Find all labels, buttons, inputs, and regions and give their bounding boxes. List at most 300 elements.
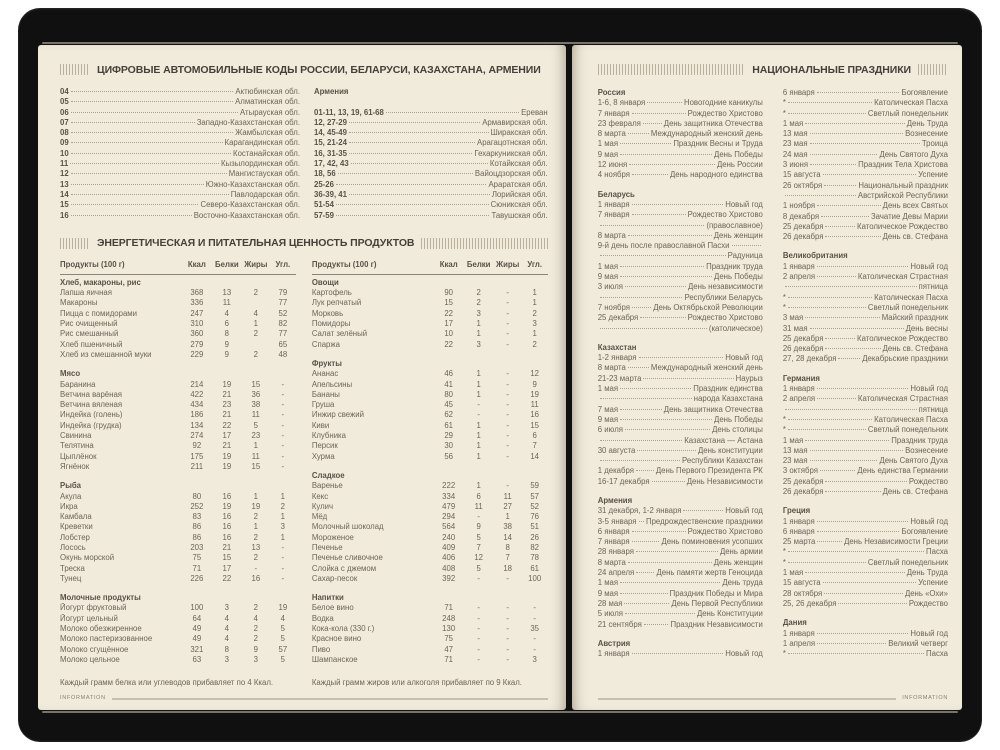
- row-date: 05: [60, 97, 69, 107]
- row-value: День защитника Отечества: [663, 118, 763, 128]
- dot-leader: [788, 653, 924, 654]
- row-value: Новый год: [725, 649, 763, 659]
- dot-leader: [636, 551, 718, 552]
- row-date: 6 июля: [597, 425, 623, 435]
- dot-leader: [349, 122, 480, 123]
- product-value: -: [533, 603, 536, 613]
- leader-row: [783, 334, 948, 344]
- row-value: Католическое Рождество: [857, 221, 948, 231]
- product-value: 3: [532, 654, 537, 664]
- leader-row: [598, 272, 763, 282]
- dot-leader: [600, 328, 707, 329]
- dot-leader: [817, 633, 909, 634]
- row-date: *: [782, 108, 786, 118]
- product-value: 211: [190, 461, 204, 471]
- product-value: 19: [222, 461, 232, 471]
- dot-leader: [788, 102, 872, 103]
- product-name: Спаржа: [311, 339, 340, 349]
- leader-row: [598, 446, 763, 456]
- row-date: 3-5 января: [597, 516, 637, 526]
- product-value: 75: [444, 634, 454, 644]
- leader-row: [60, 128, 300, 138]
- product-name: Молоко пастеризованное: [60, 634, 153, 644]
- dot-leader: [805, 123, 904, 124]
- row-value: День св. Стефана: [882, 344, 948, 354]
- row-date: 26 декабря: [782, 232, 824, 242]
- row-date: 4 ноября: [597, 170, 630, 180]
- product-name: Мёд: [311, 512, 328, 522]
- leader-row: [598, 436, 763, 446]
- leader-row: [598, 353, 763, 363]
- nutrition-row: [60, 574, 296, 584]
- nutrition-row: [312, 298, 548, 308]
- dot-leader: [632, 307, 651, 308]
- dot-leader: [620, 593, 668, 594]
- nutrition-row: [60, 512, 296, 522]
- row-date: 1 апреля: [782, 638, 816, 648]
- nutrition-row: [312, 452, 548, 462]
- product-value: 19: [530, 389, 540, 399]
- product-value: 100: [528, 573, 542, 583]
- row-value: пятница: [918, 282, 948, 292]
- dot-leader: [637, 450, 696, 451]
- leader-row: [783, 191, 948, 201]
- nutrition-row: [312, 400, 548, 410]
- product-value: 274: [190, 431, 204, 441]
- product-value: 3: [224, 603, 230, 613]
- codes-grid: [60, 87, 548, 221]
- row-value: Павлодарская обл.: [230, 189, 300, 199]
- product-value: 5: [476, 563, 481, 573]
- product-name: Помидоры: [311, 319, 351, 329]
- leader-row: [598, 384, 763, 394]
- row-value: День Первого Президента РК: [655, 466, 763, 476]
- product-value: 1: [253, 319, 259, 329]
- product-value: 77: [278, 329, 288, 339]
- product-name: Салат зелёный: [311, 329, 368, 339]
- row-value: Международный женский день: [650, 129, 763, 139]
- leader-row: [60, 87, 300, 97]
- product-value: 422: [190, 389, 204, 399]
- row-value: День Победы: [714, 149, 763, 159]
- row-date: 27, 28 декабря: [782, 354, 837, 364]
- dot-leader: [620, 582, 720, 583]
- product-value: 1: [476, 481, 481, 491]
- row-date: 21-23 марта: [597, 373, 642, 383]
- product-value: 5: [280, 634, 286, 644]
- product-value: 9: [224, 349, 230, 359]
- product-value: -: [533, 634, 536, 644]
- product-name: Лук репчатый: [311, 298, 362, 308]
- product-value: 16: [222, 512, 232, 522]
- leader-row: [598, 477, 763, 487]
- nutrition-row: [60, 329, 296, 339]
- product-value: 56: [444, 451, 454, 461]
- dot-leader: [643, 123, 662, 124]
- row-date: 13: [60, 179, 69, 189]
- row-date: 17, 42, 43: [314, 159, 349, 169]
- nutrition-row: [312, 319, 548, 329]
- leader-row: [60, 159, 300, 169]
- product-value: 7: [532, 441, 537, 451]
- product-value: -: [477, 634, 480, 644]
- product-value: 83: [192, 512, 202, 522]
- product-value: -: [281, 389, 285, 399]
- row-date: 09: [60, 138, 69, 148]
- row-date: 25 декабря: [782, 221, 824, 231]
- nutrition-row: [312, 369, 548, 379]
- leader-row: [598, 262, 763, 272]
- holidays-grid: [598, 88, 948, 659]
- product-value: 11: [530, 400, 539, 410]
- product-value: 8: [505, 542, 510, 552]
- product-value: 52: [530, 501, 540, 511]
- nutrition-row: [312, 492, 548, 502]
- row-date: *: [782, 425, 786, 435]
- dot-leader: [625, 286, 686, 287]
- product-value: -: [477, 573, 480, 583]
- dot-leader: [625, 613, 695, 614]
- product-value: 409: [442, 542, 456, 552]
- product-value: 334: [442, 491, 456, 501]
- dot-leader: [628, 367, 649, 368]
- product-value: 4: [280, 613, 286, 623]
- leader-row: [783, 405, 948, 415]
- product-value: 8: [224, 644, 230, 654]
- row-date: 3 июня: [782, 160, 809, 170]
- product-value: 6: [224, 319, 230, 329]
- dot-leader: [639, 521, 644, 522]
- nutrition-group-title: Фрукты: [311, 358, 342, 368]
- product-value: 310: [190, 319, 204, 329]
- product-name: Индейка (голень): [60, 410, 123, 420]
- row-date: 13 мая: [782, 129, 808, 139]
- leader-row: [783, 139, 948, 149]
- product-value: 17: [222, 563, 232, 573]
- product-value: 19: [222, 501, 232, 511]
- leader-row: [783, 344, 948, 354]
- row-value: День женщин: [713, 230, 763, 240]
- leader-row: [314, 169, 548, 179]
- row-date: 25 декабря: [597, 313, 639, 323]
- product-value: 1: [532, 288, 537, 298]
- leader-row: [783, 282, 948, 292]
- product-value: 9: [253, 644, 259, 654]
- codes-column-armenia: [314, 87, 548, 221]
- row-date: 9 мая: [597, 588, 619, 598]
- leader-row: [783, 568, 948, 578]
- product-name: Сахар-песок: [311, 573, 358, 583]
- leader-row: [783, 201, 948, 211]
- row-date: 06: [60, 107, 69, 117]
- product-value: 16: [222, 532, 232, 542]
- column-header: Белки: [466, 259, 491, 269]
- dot-leader: [810, 328, 904, 329]
- row-value: Костанайская обл.: [233, 148, 300, 158]
- product-value: 294: [442, 512, 456, 522]
- leader-row: [598, 221, 763, 231]
- holidays-column-left: [598, 88, 763, 659]
- holiday-country-header: Беларусь: [597, 189, 635, 199]
- leader-row: [598, 109, 763, 119]
- dot-leader: [788, 419, 872, 420]
- product-value: 434: [190, 400, 204, 410]
- product-value: 27: [503, 501, 513, 511]
- product-value: 14: [530, 451, 540, 461]
- product-name: Лобстер: [60, 532, 90, 542]
- product-value: -: [506, 298, 509, 308]
- product-name: Ветчина вяленая: [60, 400, 123, 410]
- row-value: Католическая Пасха: [874, 98, 948, 108]
- leader-row: [314, 190, 548, 200]
- row-value: Богоявление: [901, 88, 948, 97]
- row-date: 5 июля: [597, 609, 623, 619]
- product-value: 17: [222, 431, 232, 441]
- dot-leader: [71, 215, 192, 216]
- row-date: 21 сентября: [597, 619, 642, 629]
- row-date: 6 января: [782, 88, 815, 97]
- product-value: 1: [476, 451, 481, 461]
- nutrition-note-right: Каждый грамм жиров или алкоголя прибавляет по 9 Ккал.: [311, 678, 522, 688]
- product-value: -: [281, 420, 285, 430]
- dot-leader: [628, 562, 712, 563]
- dot-leader: [351, 163, 488, 164]
- leader-row: [598, 558, 763, 568]
- nutrition-row: [312, 340, 548, 350]
- row-date: 14: [60, 189, 69, 199]
- row-date: 1 января: [782, 516, 815, 526]
- product-value: 6: [532, 431, 537, 441]
- dot-leader: [810, 154, 878, 155]
- product-value: 11: [251, 451, 260, 461]
- product-value: 2: [476, 298, 481, 308]
- row-date: 1 мая: [597, 139, 619, 149]
- leader-row: [598, 425, 763, 435]
- nutrition-row: [60, 553, 296, 563]
- leader-row: [598, 231, 763, 241]
- product-value: -: [506, 451, 509, 461]
- dot-leader: [817, 388, 909, 389]
- holiday-country-header: Германия: [782, 373, 820, 383]
- product-name: Печенье: [311, 542, 343, 552]
- nutrition-row: [60, 350, 296, 360]
- product-name: Персик: [311, 441, 338, 451]
- row-value: пятница: [918, 404, 948, 414]
- leader-row: [783, 109, 948, 119]
- row-date: 1 января: [782, 628, 815, 638]
- leader-row: [598, 405, 763, 415]
- nutrition-row: [312, 634, 548, 644]
- row-value: Алматинская обл.: [235, 97, 300, 107]
- row-date: 7 января: [597, 210, 630, 220]
- product-name: Индейка (грудка): [60, 420, 122, 430]
- product-value: 14: [503, 532, 513, 542]
- product-value: -: [477, 624, 480, 634]
- row-value: Рождество: [908, 598, 948, 608]
- column-header: Жиры: [496, 259, 520, 269]
- row-date: 26 декабря: [782, 486, 824, 496]
- product-value: -: [506, 481, 509, 491]
- product-value: 4: [224, 624, 230, 634]
- row-date: 15: [60, 200, 69, 210]
- dot-leader: [636, 572, 654, 573]
- row-value: Рождество Христово: [687, 210, 763, 220]
- row-value: День «Охи»: [904, 588, 948, 598]
- row-date: *: [782, 414, 786, 424]
- leader-row: [598, 547, 763, 557]
- row-date: 1 ноября: [782, 201, 816, 211]
- product-name: Ананас: [311, 369, 339, 379]
- row-value: Новый год: [910, 384, 948, 394]
- nutrition-group-title: Молочные продукты: [60, 593, 141, 603]
- nutrition-row: [312, 441, 548, 451]
- leader-row: [314, 108, 548, 118]
- product-value: -: [477, 644, 480, 654]
- row-value: Казахстана — Астана: [684, 435, 763, 445]
- row-value: Наурыз: [735, 373, 763, 383]
- product-value: 2: [280, 501, 286, 511]
- dot-leader: [71, 132, 233, 133]
- row-date: 3 июля: [597, 282, 623, 292]
- row-date: 6 января: [782, 526, 815, 536]
- dot-leader: [71, 101, 233, 102]
- product-value: 2: [253, 634, 259, 644]
- row-date: 8 марта: [597, 557, 626, 567]
- leader-row: [598, 415, 763, 425]
- hatch-bar-icon: [918, 64, 948, 75]
- leader-row: [598, 129, 763, 139]
- product-value: -: [506, 319, 509, 329]
- product-value: 1: [476, 369, 481, 379]
- product-value: 3: [532, 319, 537, 329]
- row-date: 23 мая: [782, 456, 808, 466]
- nutrition-row: [60, 288, 296, 298]
- dot-leader: [785, 409, 917, 410]
- product-value: 229: [190, 349, 204, 359]
- product-value: 19: [278, 603, 288, 613]
- dot-leader: [788, 297, 872, 298]
- row-value: Ширакская обл.: [490, 128, 548, 138]
- product-value: 61: [444, 420, 454, 430]
- dot-leader: [788, 307, 866, 308]
- dot-leader: [823, 174, 917, 175]
- product-value: 226: [190, 573, 204, 583]
- column-header: Продукты (100 г): [60, 259, 125, 269]
- row-date: 26 октября: [782, 180, 823, 190]
- holidays-column-right: [783, 88, 948, 659]
- product-value: 22: [222, 573, 232, 583]
- product-value: 19: [222, 451, 232, 461]
- product-value: -: [281, 400, 285, 410]
- dot-leader: [632, 113, 686, 114]
- dot-leader: [647, 102, 682, 103]
- product-value: 16: [222, 522, 232, 532]
- product-name: Креветки: [60, 522, 93, 532]
- product-name: Хурма: [311, 451, 335, 461]
- product-value: 2: [253, 512, 259, 522]
- leader-row: [783, 415, 948, 425]
- product-value: 248: [442, 613, 456, 623]
- row-date: 25 декабря: [782, 476, 824, 486]
- leader-row: [598, 98, 763, 108]
- product-value: 79: [278, 288, 288, 298]
- product-value: 368: [190, 288, 204, 298]
- leader-row: [598, 527, 763, 537]
- dot-leader: [788, 429, 866, 430]
- leader-row: [598, 394, 763, 404]
- row-date: 1 января: [782, 261, 815, 271]
- row-value: День народного единства: [669, 170, 763, 180]
- dot-leader: [629, 164, 715, 165]
- leader-row: [60, 211, 300, 221]
- product-value: 1: [476, 329, 481, 339]
- nutrition-column-right: [312, 260, 548, 687]
- leader-row: [598, 150, 763, 160]
- row-date: 28 января: [597, 547, 634, 557]
- product-name: Тунец: [60, 573, 82, 583]
- holiday-country-header: Греция: [782, 506, 811, 516]
- nutrition-columns: [60, 260, 548, 687]
- dot-leader: [644, 624, 669, 625]
- product-value: 240: [442, 532, 456, 542]
- row-date: 25, 26 декабря: [782, 598, 837, 608]
- column-header: Белки: [215, 259, 239, 269]
- nutrition-group-title: Сладкое: [311, 470, 345, 480]
- leader-row: [314, 118, 548, 128]
- nutrition-row: [312, 512, 548, 522]
- row-value: Котайкская обл.: [489, 159, 548, 169]
- product-value: 75: [192, 553, 202, 563]
- product-name: Хлеб пшеничный: [60, 339, 123, 349]
- product-name: Молоко цельное: [60, 654, 120, 664]
- dot-leader: [817, 521, 909, 522]
- leader-row: [783, 639, 948, 649]
- dot-leader: [838, 603, 906, 604]
- leader-row: [783, 88, 948, 98]
- dot-leader: [820, 470, 855, 471]
- product-value: 4: [224, 613, 230, 623]
- product-name: Лосось: [60, 542, 86, 552]
- nutrition-row: [312, 502, 548, 512]
- product-name: Камбала: [60, 512, 92, 522]
- product-name: Кекс: [311, 491, 329, 501]
- nutrition-column-left: [60, 260, 296, 687]
- dot-leader: [788, 113, 866, 114]
- leader-row: [60, 97, 300, 107]
- row-value: Богоявление: [901, 526, 948, 536]
- product-value: 4: [224, 634, 230, 644]
- row-value: День Труда: [906, 118, 948, 128]
- leader-row: [598, 160, 763, 170]
- nutrition-row: [60, 645, 296, 655]
- product-value: 5: [280, 624, 286, 634]
- row-date: *: [782, 649, 786, 659]
- product-value: -: [477, 654, 480, 664]
- dot-leader: [788, 562, 866, 563]
- row-value: День единства Германии: [857, 466, 948, 476]
- row-value: День России: [716, 160, 763, 170]
- product-value: 45: [444, 400, 454, 410]
- product-value: 71: [192, 563, 202, 573]
- holiday-country-header: Казахстан: [597, 342, 637, 352]
- dot-leader: [810, 164, 856, 165]
- product-value: 82: [278, 319, 288, 329]
- product-value: -: [254, 563, 258, 573]
- product-value: 16: [222, 491, 232, 501]
- dot-leader: [632, 204, 724, 205]
- dot-leader: [71, 112, 238, 113]
- spacer: [314, 97, 548, 107]
